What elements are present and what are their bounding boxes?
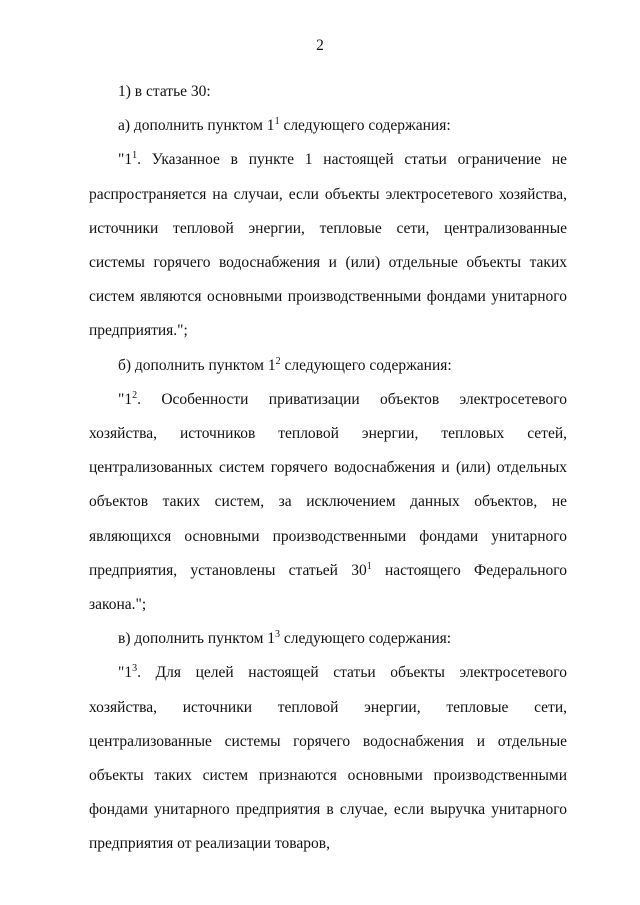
- superscript-index: 1: [132, 150, 138, 162]
- text-run: б) дополнить пунктом 1: [118, 356, 276, 374]
- paragraph-point-b: [89, 349, 567, 383]
- document-body: [89, 75, 567, 862]
- text-run: настоящего Федерального закона.";: [89, 561, 567, 614]
- text-run: "1: [118, 151, 133, 169]
- paragraph-clause-1-1: [89, 143, 567, 348]
- text-run: . Особенности приватизации объектов электросетевого хозяйства, источников тепловой энергии, тепловых сетей, централизованных систем горячего водоснабжения и (или) отдельных объектов таких систем, за исключением данных объектов, не являющихся основными производственными фондами унитарного предприятия, установлены статьей 30: [89, 390, 567, 579]
- paragraph-clause-1-3: [89, 656, 567, 861]
- page-number: 2: [316, 37, 324, 54]
- text-run: в) дополнить пунктом 1: [118, 630, 275, 648]
- text-run: . Для целей настоящей статьи объекты электросетевого хозяйства, источники тепловой энергии, тепловые сети, централизованные системы горячего водоснабжения и отдельные объекты таких систем признаются основными производственными фондами унитарного предприятия в случае, если выручка унитарного предприятия от реализации товаров,: [89, 664, 567, 853]
- superscript-index: 1: [274, 116, 280, 128]
- superscript-index: 3: [132, 663, 138, 675]
- text-run: следующего содержания:: [280, 356, 452, 374]
- text-run: 1) в статье 30:: [118, 83, 211, 100]
- paragraph-point-v: [89, 622, 567, 656]
- paragraph-point-a: [89, 109, 567, 143]
- paragraph-article-30: [89, 75, 567, 109]
- superscript-index: 3: [275, 629, 280, 641]
- text-run: . Указанное в пункте 1 настоящей статьи ограничение не распространяется на случаи, если объекты электросетевого хозяйства, источники тепловой энергии, тепловые сети, централизованные системы горячего водоснабжения и (или) отдельные объекты таких систем являются основными производственными фондами унитарного предприятия.";: [89, 151, 567, 340]
- superscript-index: 1: [366, 560, 372, 572]
- paragraph-clause-1-2: [89, 383, 567, 622]
- text-run: следующего содержания:: [279, 117, 451, 135]
- text-run: а) дополнить пунктом 1: [118, 117, 275, 135]
- superscript-index: 2: [132, 389, 138, 401]
- text-run: следующего содержания:: [280, 630, 452, 648]
- text-run: "1: [118, 664, 133, 682]
- text-run: "1: [118, 390, 133, 408]
- superscript-index: 2: [275, 355, 281, 367]
